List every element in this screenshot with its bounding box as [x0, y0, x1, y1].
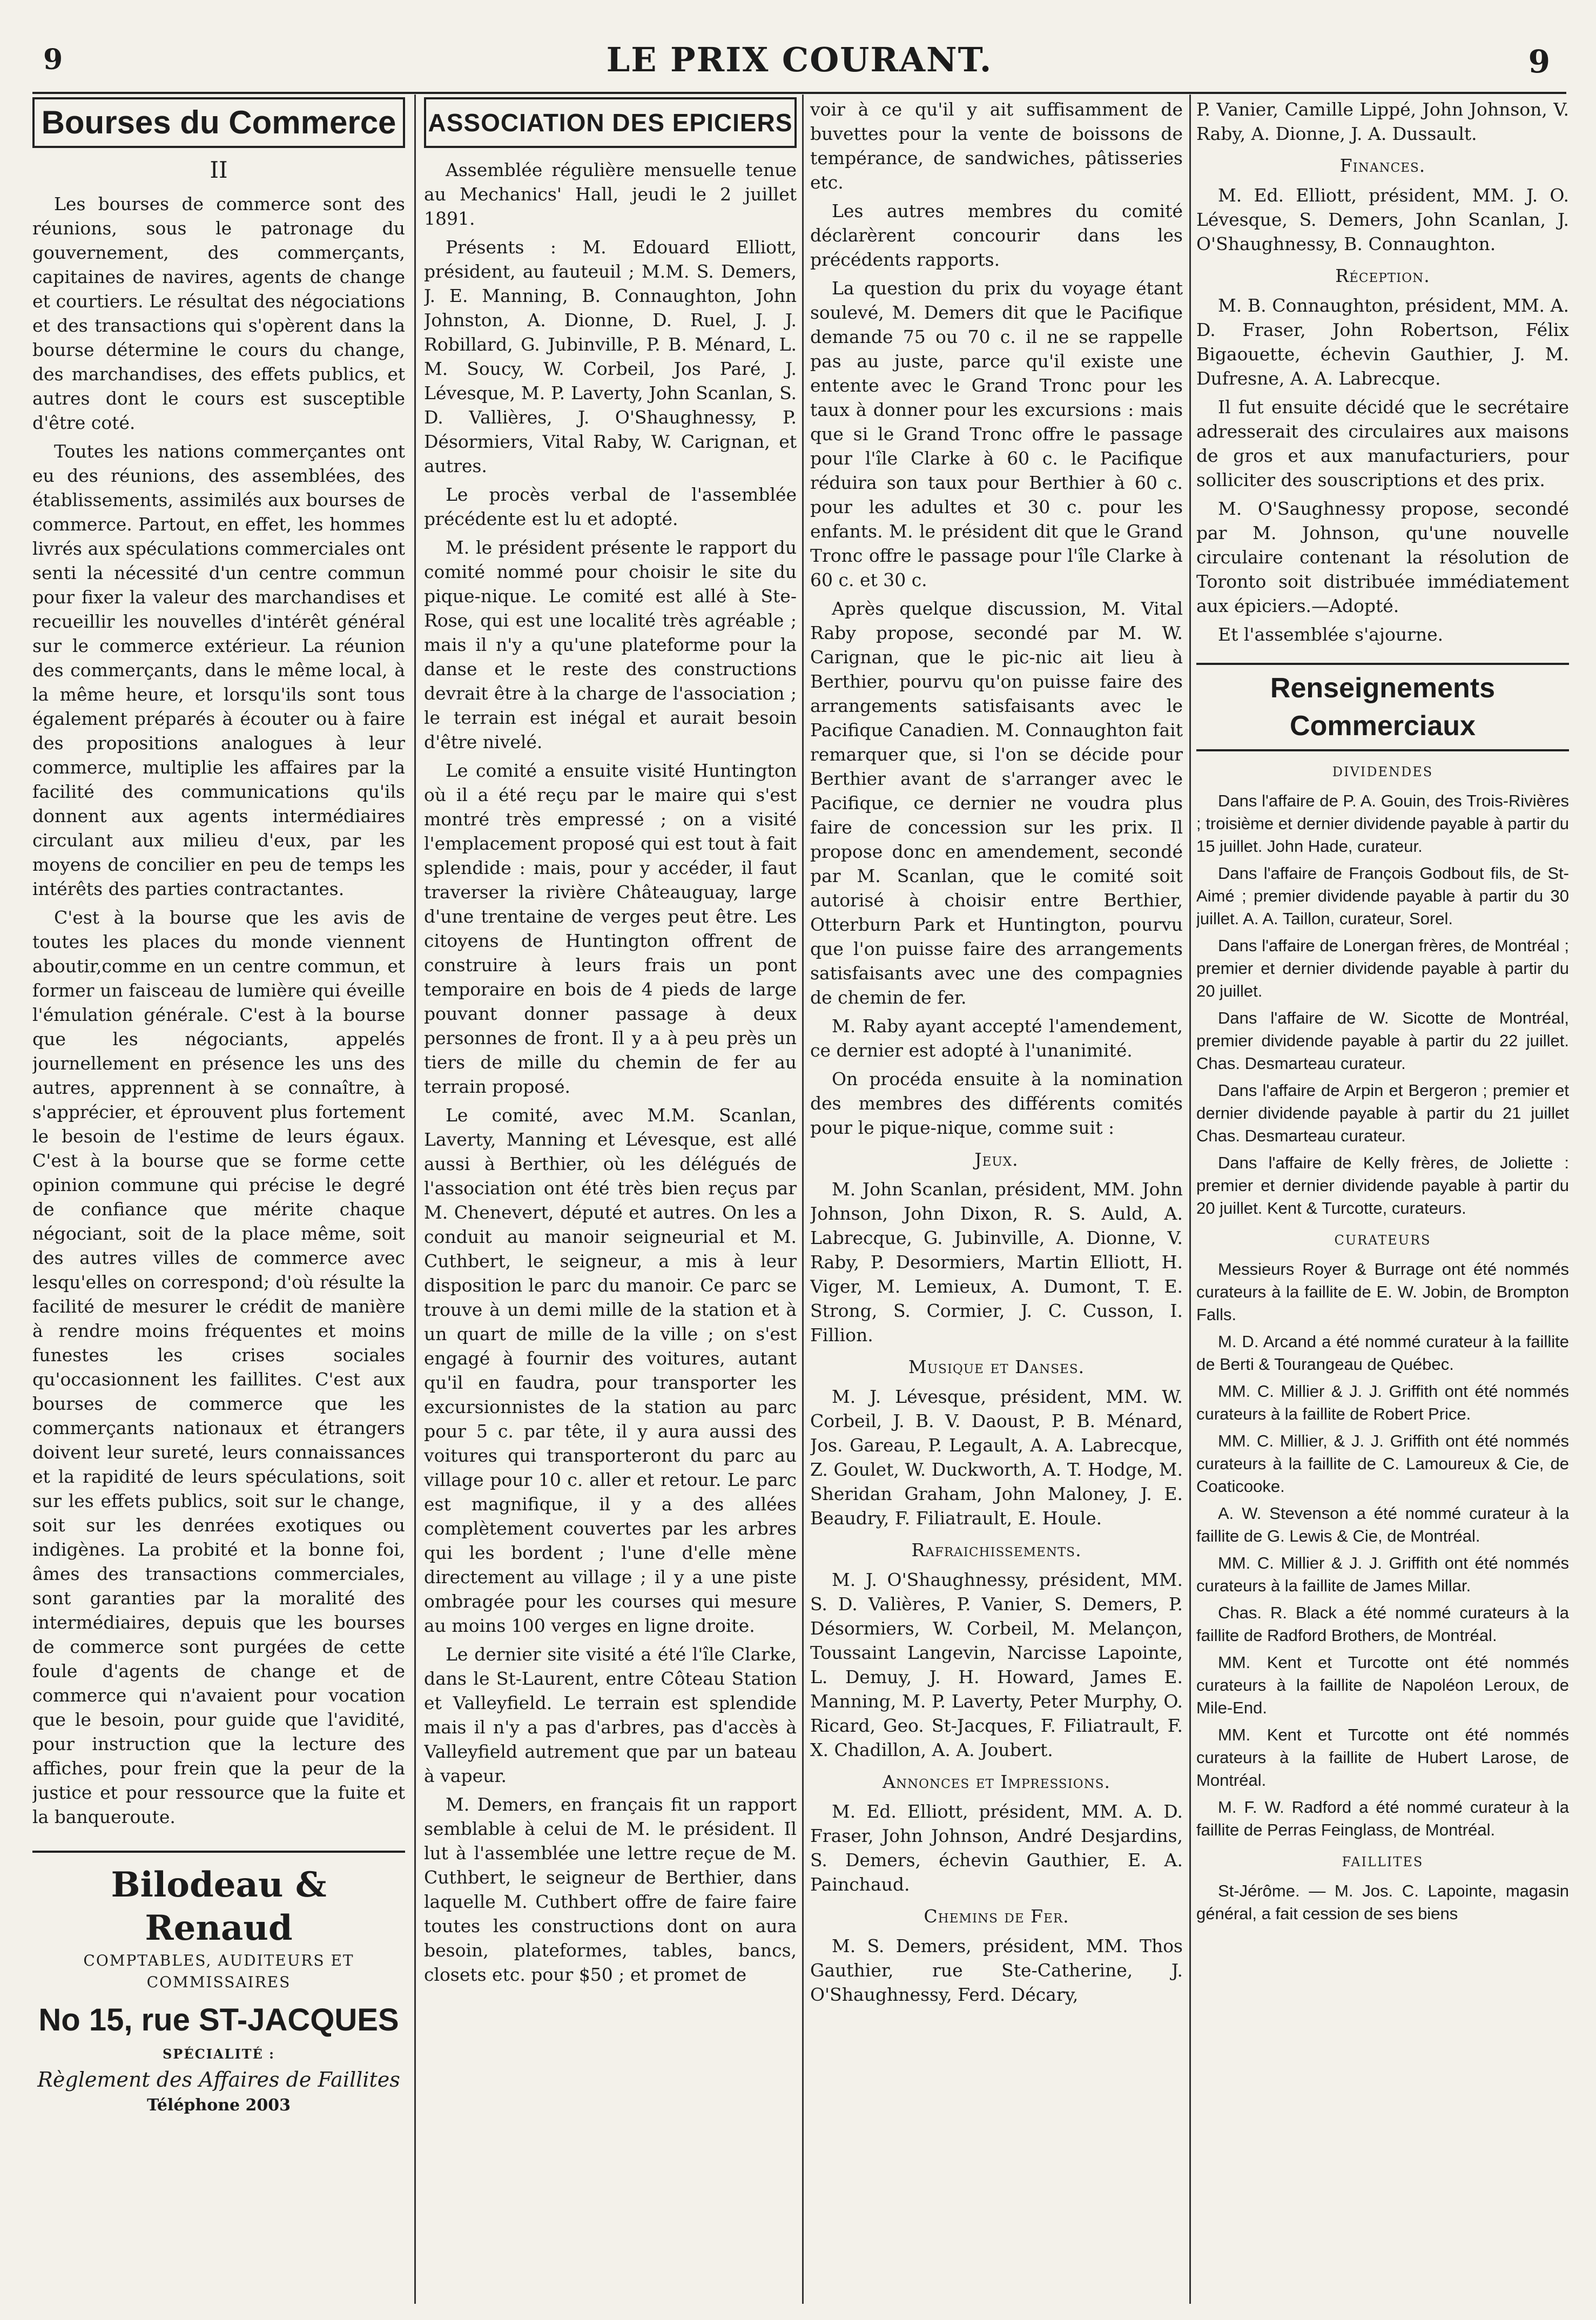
masthead-title: LE PRIX COURANT. [606, 40, 993, 79]
committee-members: M. John Scanlan, président, MM. John Johnson, John Dixon, R. S. Auld, A. Labrecque, G. Jubinville, A. Dionne, V. Raby, P. Desormiers, Martin Elliott, H. Viger, M. Lemieux, A. Dumont, T. E. Strong, S. Cormier, J. C. Cusson, I. Fillion. [810, 1179, 1183, 1346]
advertisement-bilodeau-renaud [32, 1851, 405, 2117]
column-rule [1189, 95, 1191, 2304]
paragraph: Il fut ensuite décidé que le secrétaire adresserait des circulaires aux maisons de gros et aux manufacturiers, pour solliciter des souscriptions et des prix. [1196, 396, 1569, 490]
notice-item: MM. Kent et Turcotte ont été nommés curateurs à la faillite de Napoléon Leroux, de Mile-End. [1196, 1653, 1569, 1717]
committee-heading: Réception. [1335, 265, 1430, 286]
ad-role-line: COMPTABLES, AUDITEURS ET [83, 1952, 354, 1969]
paragraph: Et l'assemblée s'ajourne. [1218, 624, 1444, 645]
committee-members: P. Vanier, Camille Lippé, John Johnson, V. Raby, A. Dionne, J. A. Dussault. [1196, 99, 1569, 144]
paragraph: Le comité a ensuite visité Huntington où il a été reçu par le maire qui s'est montré très empressé ; on a visité l'emplacement proposé qui est tout à fait splendide : mais, pour y accéder, il faut traverser la rivière Châteauguay, large d'une trentaine de verges peut être. Les citoyens de Huntington offrent de construire à leurs frais un pont temporaire en bois de 4 pieds de large pouvant donner passage à deux personnes de front. Il y a à peu près un tiers de mille du chemin de fer au terrain proposé. [424, 760, 797, 1097]
section-heading-curateurs: CURATEURS [1334, 1233, 1431, 1248]
notice-item: A. W. Stevenson a été nommé curateur à la faillite de G. Lewis & Cie, de Montréal. [1196, 1504, 1569, 1545]
committee-heading: Rafraichissements. [911, 1539, 1082, 1561]
paragraph: voir à ce qu'il y ait suffisamment de buvettes pour la vente de boissons de tempérance, de sandwiches, pâtisseries etc. [810, 99, 1183, 193]
ad-phone: Téléphone 2003 [146, 2096, 291, 2115]
notice-item: Dans l'affaire de Arpin et Bergeron ; premier et dernier dividende payable à partir du 21 juillet Chas. Desmarteau curateur. [1196, 1081, 1569, 1145]
article-title-renseignements: Renseignements Commerciaux [1196, 663, 1569, 751]
paragraph: M. Demers, en français fit un rapport semblable à celui de M. le président. Il lut à l'assemblée une lettre reçue de M. Cuthbert, le seigneur de Berthier, dans laquelle M. Cuthbert offre de faire faire toutes les constructions dont on aura besoin, plateformes, tables, bancs, closets etc. pour $50 ; et promet de [424, 1794, 797, 1985]
paragraph: Le dernier site visité a été l'île Clarke, dans le St-Laurent, entre Côteau Station et Valleyfield. Le terrain est splendide mais il n'y a pas d'arbres, pas d'accès à Valleyfield autrement que par un bateau à vapeur. [424, 1644, 797, 1786]
ad-specialty: Règlement des Affaires de Faillites [37, 2068, 400, 2092]
paragraph: M. Raby ayant accepté l'amendement, ce dernier est adopté à l'unanimité. [810, 1016, 1183, 1061]
article-title-association: ASSOCIATION DES EPICIERS [424, 97, 797, 148]
notice-item: MM. Kent et Turcotte ont été nommés curateurs à la faillite de Hubert Larose, de Montréal. [1196, 1725, 1569, 1790]
ad-specialty-label: SPÉCIALITÉ : [162, 2046, 275, 2062]
column-rule [802, 95, 804, 2304]
notice-item: Chas. R. Black a été nommé curateurs à la faillite de Radford Brothers, de Montréal. [1196, 1603, 1569, 1645]
ad-address: No 15, rue ST-JACQUES [38, 2002, 399, 2037]
paragraph: Les bourses de commerce sont des réunions, sous le patronage du gouvernement, des commerçants, capitaines de navires, agents de change et courtiers. Le résultat des négociations et des transactions qui s'opèrent dans la bourse détermine le cours du change, des marchandises, des effets publics, et autres dont le cours est susceptible d'être coté. [32, 193, 405, 433]
page-number: 9 [1528, 43, 1550, 80]
notice-item: Dans l'affaire de W. Sicotte de Montréal, premier dividende payable à partir du 22 juillet. Chas. Desmarteau curateur. [1196, 1008, 1569, 1073]
notice-item: St-Jérôme. — M. Jos. C. Lapointe, magasin général, a fait cession de ses biens [1196, 1881, 1569, 1923]
paragraph: Le comité, avec M.M. Scanlan, Laverty, Manning et Lévesque, est allé aussi à Berthier, où les délégués de l'association ont été très bien reçus par M. Chenevert, député et autres. On les a conduit au manoir seigneurial et M. Cuthbert, le seigneur, a mis à leur disposition le parc du manoir. Ce parc se trouve à un demi mille de la station et à un quart de mille de la ville ; on s'est engagé à fournir des voitures, autant qu'il en faudra, pour transporter les excursionnistes de la station au parc pour 5 c. par tête, il y aura aussi des voitures qui transporteront du parc au village pour 10 c. aller et retour. Le parc est magnifique, il y a des allées complètement couvertes par les arbres qui les bordent ; l'une d'elle mène directement au village ; il y a une piste ombragée pour les courses qui mesure au moins 100 verges en ligne droite. [424, 1105, 797, 1636]
page-header [32, 32, 1566, 94]
paragraph: C'est à la bourse que les avis de toutes les places du monde viennent aboutir,comme en un centre commun, et former un faisceau de lumière qui éveille l'émulation générale. C'est à la bourse que les négociants, appelés journellement en présence les uns des autres, apprennent à se connaître, à s'apprécier, et éprouvent plus fortement le besoin de l'estime de leurs égaux. C'est à la bourse que se forme cette opinion commune qui précise le degré de confiance que mérite chaque négociant, soit de la place même, soit des autres villes de commerce avec lesqu'elles on correspond; d'où résulte la facilité de mesurer le crédit de manière à rendre moins fréquentes et moins funestes les crises sociales qu'occasionnent les faillites. C'est aux bourses de commerce que les commerçants nationaux et étrangers doivent leur sureté, leurs connaissances et la rapidité de leurs spéculations, soit sur les effets publics, soit sur le change, soit sur les denrées exotiques ou indigènes. La probité et la bonne foi, âmes des transactions commerciales, sont garanties par la moralité des intermédiaires, depuis que les bourses de commerce sont purgées de cette foule d'agents de change et de commerce qui n'avaient pour vocation que le besoin, pour guide que l'avidité, pour instruction que la lecture des affiches, pour frein que la peur de la justice et pour ressource que la fuite et la banqueroute. [32, 907, 405, 1827]
committee-heading: Jeux. [974, 1149, 1019, 1170]
committee-members: M. Ed. Elliott, président, MM. J. O. Lévesque, S. Demers, John Scanlan, J. O'Shaughnessy, B. Connaughton. [1196, 185, 1569, 254]
notice-item: M. F. W. Radford a été nommé curateur à la faillite de Perras Feinglass, de Montréal. [1196, 1798, 1569, 1839]
section-heading-faillites: FAILLITES [1342, 1854, 1424, 1870]
column-renseignements [1196, 97, 1569, 2301]
column-bourses [32, 97, 405, 2301]
paragraph: Les autres membres du comité déclarèrent concourir dans les précédents rapports. [810, 200, 1183, 270]
committee-members: M. Ed. Elliott, président, MM. A. D. Fraser, John Johnson, André Desjardins, S. Demers, échevin Gauthier, E. A. Painchaud. [810, 1801, 1183, 1895]
notice-item: Dans l'affaire de P. A. Gouin, des Trois-Rivières ; troisième et dernier dividende payable à partir du 15 juillet. John Hade, curateur. [1196, 791, 1569, 856]
committee-heading: Finances. [1339, 155, 1426, 176]
notice-item: MM. C. Millier & J. J. Griffith ont été nommés curateurs à la faillite de James Millar. [1196, 1554, 1569, 1595]
section-number: II [210, 157, 228, 183]
left-folio-mark: 9 [43, 43, 63, 76]
ad-firm-name: Bilodeau & Renaud [111, 1865, 327, 1948]
committee-members: M. S. Demers, président, MM. Thos Gauthier, rue Ste-Catherine, J. O'Shaughnessy, Ferd. Décary, [810, 1935, 1183, 2005]
column-association [424, 97, 797, 2301]
article-title-bourses: Bourses du Commerce [32, 97, 405, 148]
notice-item: MM. C. Millier & J. J. Griffith ont été nommés curateurs à la faillite de Robert Price. [1196, 1382, 1569, 1423]
paragraph: Après quelque discussion, M. Vital Raby propose, secondé par M. W. Carignan, que le pic-nic ait lieu à Berthier, pourvu qu'on puisse faire des arrangements satisfaisants avec le Pacifique Canadien. M. Connaughton fait remarquer que, si l'on se décide pour Berthier avant de s'arranger avec le Pacifique, ce dernier ne voudra plus faire de concession sur les prix. Il propose donc en amendement, secondé par M. Scanlan, que le comité soit autorisé à choisir entre Berthier, Otterburn Park et Huntington, pourvu que l'on puisse faire des arrangements satisfaisants avec une des compagnies de chemin de fer. [810, 598, 1183, 1008]
section-heading-dividendes: DIVIDENDES [1332, 764, 1433, 779]
paragraph: Assemblée régulière mensuelle tenue au Mechanics' Hall, jeudi le 2 juillet 1891. [424, 159, 797, 229]
paragraph: On procéda ensuite à la nomination des membres des différents comités pour le pique-nique, comme suit : [810, 1068, 1183, 1138]
committee-heading: Chemins de Fer. [924, 1906, 1069, 1927]
notice-item: Dans l'affaire de Kelly frères, de Joliette : premier et dernier dividende payable à partir du 20 juillet. Kent & Turcotte, curateurs. [1196, 1153, 1569, 1218]
ad-role-line: COMMISSAIRES [146, 1973, 291, 1991]
notice-item: MM. C. Millier, & J. J. Griffith ont été nommés curateurs à la faillite de C. Lamoureux & Cie, de Coaticooke. [1196, 1431, 1569, 1496]
committee-heading: Musique et Danses. [908, 1356, 1085, 1377]
committee-heading: Annonces et Impressions. [883, 1771, 1110, 1792]
committee-members: M. B. Connaughton, président, MM. A. D. Fraser, John Robertson, Félix Bigaouette, échevin Gauthier, J. M. Dufresne, A. A. Labrecque. [1196, 295, 1569, 389]
notice-item: Messieurs Royer & Burrage ont été nommés curateurs à la faillite de E. W. Jobin, de Brompton Falls. [1196, 1260, 1569, 1324]
notice-item: M. D. Arcand a été nommé curateur à la faillite de Berti & Tourangeau de Québec. [1196, 1332, 1569, 1374]
committee-members: M. J. O'Shaughnessy, président, MM. S. D. Valières, P. Vanier, S. Demers, P. Désormiers, W. Corbeil, M. Melançon, Toussaint Langevin, Narcisse Lapointe, L. Demuy, J. H. Howard, James E. Manning, M. P. Laverty, Peter Murphy, O. Ricard, Geo. St-Jacques, F. Filiatrault, F. X. Chadillon, A. A. Joubert. [810, 1569, 1183, 1760]
paragraph: Présents : M. Edouard Elliott, président, au fauteuil ; M.M. S. Demers, J. E. Manning, B. Connaughton, John Johnston, A. Dionne, D. Ruel, J. J. Robillard, G. Jubinville, P. B. Ménard, L. M. Soucy, W. Corbeil, Jos Paré, J. Lévesque, M. P. Laverty, John Scanlan, S. D. Vallières, J. O'Shaughnessy, P. Désormiers, Vital Raby, W. Carignan, et autres. [424, 237, 797, 476]
column-association-continued [810, 97, 1183, 2301]
notice-item: Dans l'affaire de François Godbout fils, de St-Aimé ; premier dividende payable à partir du 30 juillet. A. A. Taillon, curateur, Sorel. [1196, 864, 1569, 928]
column-rule [414, 95, 416, 2304]
paragraph: Toutes les nations commerçantes ont eu des réunions, des assemblées, des établissements, assimilés aux bourses de commerce. Partout, en effet, les hommes livrés aux spéculations commerciales ont senti la nécessité d'un centre commun pour fixer la valeur des marchandises et recueillir les nouvelles d'intérêt général sur le commerce extérieur. La réunion des commerçants, dans le même local, à la même heure, et lorsqu'ils sont tous également préparés à écouter ou à faire des propositions analogues à leur commerce, multiplie les affaires par la facilité des communications qu'ils donnent aux agents intermédiaires circulant aux milieu d'eux, par les moyens de concilier en peu de temps les intérêts des parties contractantes. [32, 441, 405, 899]
paragraph: M. le président présente le rapport du comité nommé pour choisir le site du pique-nique. Le comité est allé à Ste-Rose, qui est une localité très agréable ; mais il n'y a qu'une plateforme pour la danse et le reste des constructions devrait être à la charge de l'association ; le terrain est inégal et aurait besoin d'être nivelé. [424, 537, 797, 752]
paragraph: La question du prix du voyage étant soulevé, M. Demers dit que le Pacifique demande 75 ou 70 c. il ne se rappelle pas au juste, parce qu'il existe une entente avec le Grand Tronc pour les taux à donner pour les excursions : mais que si le Grand Tronc offre le passage pour l'île Clarke à 60 c. le Pacifique réduira son taux pour Berthier à 60 c. pour les adultes et 30 c. pour les enfants. M. le président dit que le Grand Tronc offre le passage pour l'île Clarke à 60 c. et 30 c. [810, 278, 1183, 590]
paragraph: M. O'Saughnessy propose, secondé par M. Johnson, qu'une nouvelle circulaire contenant la résolution de Toronto soit distribuée immédiatement aux épiciers.—Adopté. [1196, 498, 1569, 616]
committee-members: M. J. Lévesque, président, MM. W. Corbeil, J. B. V. Daoust, P. B. Ménard, Jos. Gareau, P. Legault, A. A. Labrecque, Z. Goulet, W. Duckworth, A. T. Hodge, M. Sheridan Graham, John Maloney, J. E. Beaudry, F. Filiatrault, E. Houle. [810, 1386, 1183, 1529]
paragraph: Le procès verbal de l'assemblée précédente est lu et adopté. [424, 484, 797, 529]
notice-item: Dans l'affaire de Lonergan frères, de Montréal ; premier et dernier dividende payable à partir du 20 juillet. [1196, 936, 1569, 1000]
